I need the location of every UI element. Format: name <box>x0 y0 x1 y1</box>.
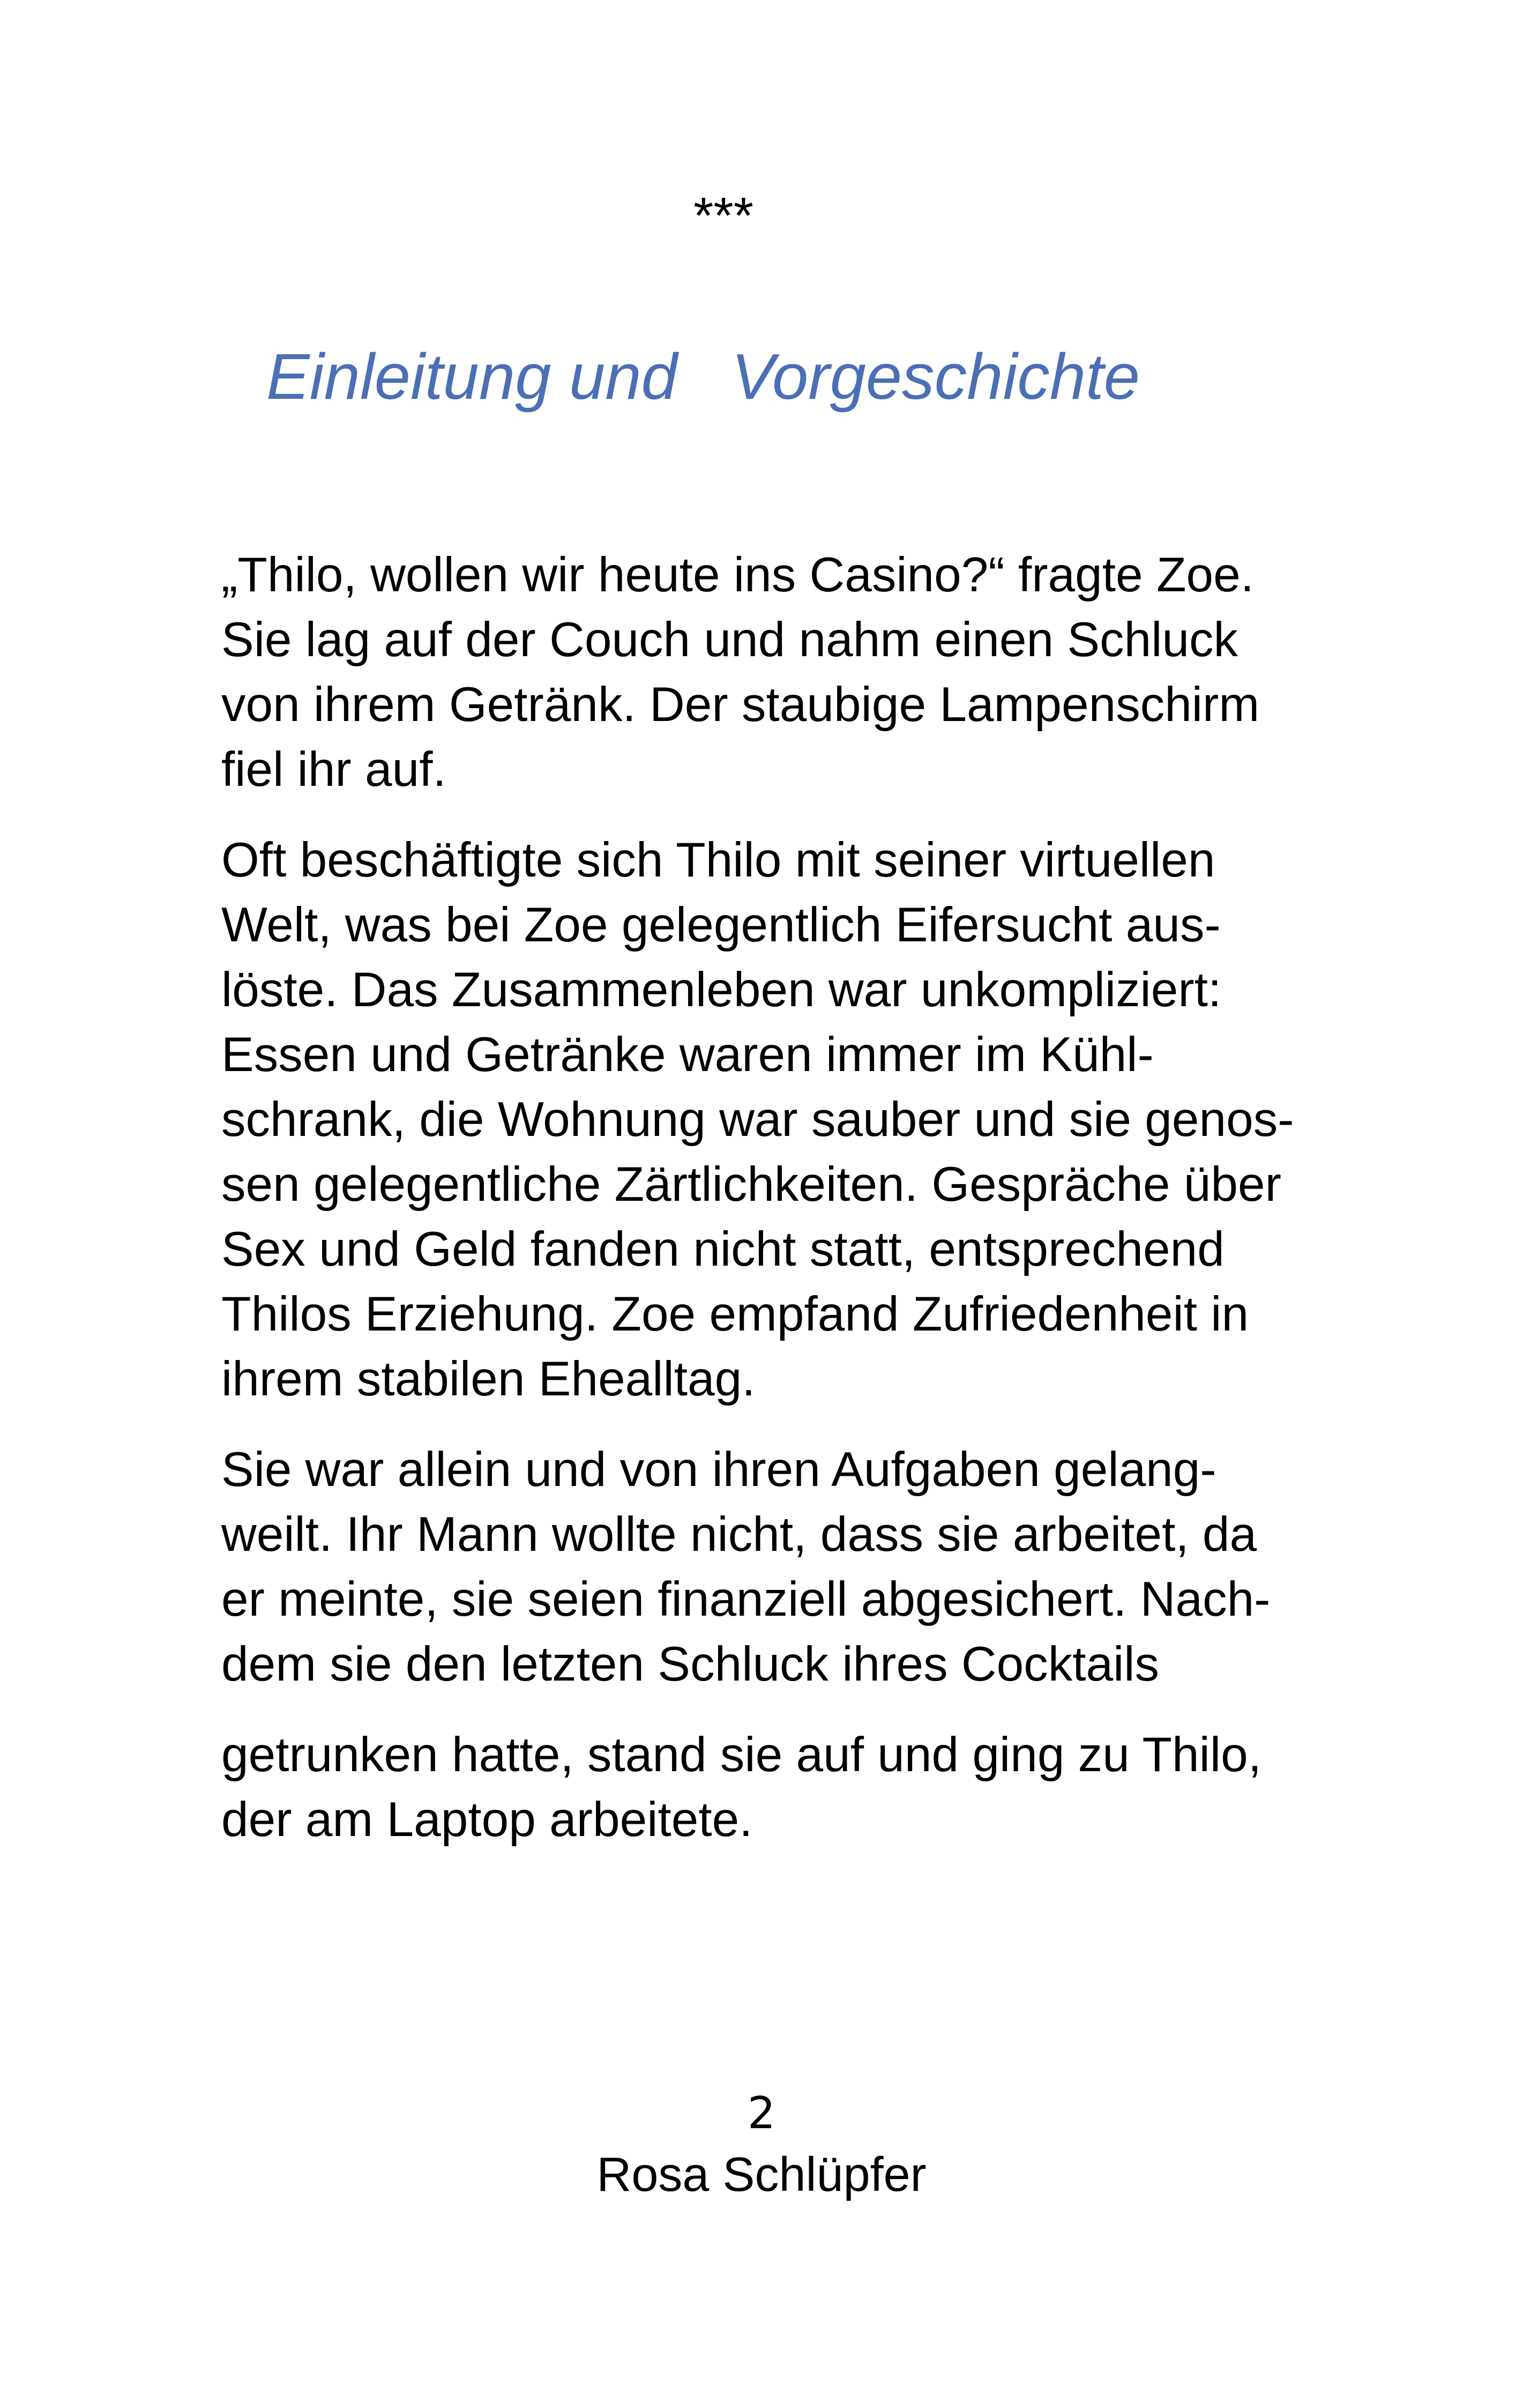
text-line: Thilos Erziehung. Zoe empfand Zufriedenheit in <box>221 1287 1249 1341</box>
text-line: Welt, was bei Zoe gelegentlich Eifersucht aus- <box>221 898 1221 952</box>
text-line: „Thilo, wollen wir heute ins Casino?“ fragte Zoe. <box>221 548 1255 602</box>
paragraph <box>221 542 1336 802</box>
text-line: schrank, die Wohnung war sauber und sie genos- <box>221 1092 1294 1147</box>
paragraph <box>221 1722 1336 1852</box>
text-line: von ihrem Getränk. Der staubige Lampenschirm <box>221 678 1260 732</box>
text-line: fiel ihr auf. <box>221 742 446 797</box>
text-line: getrunken hatte, stand sie auf und ging zu Thilo, <box>221 1728 1261 1782</box>
text-line: Sie war allein und von ihren Aufgaben gelang- <box>221 1443 1216 1497</box>
text-line: der am Laptop arbeitete. <box>221 1793 753 1847</box>
text-line: Oft beschäftigte sich Thilo mit seiner virtuellen <box>221 833 1215 887</box>
page-number: 2 <box>747 2088 776 2139</box>
text-line: Essen und Getränke waren immer im Kühl- <box>221 1028 1154 1082</box>
text-line: sen gelegentliche Zärtlichkeiten. Gespräche über <box>221 1157 1281 1212</box>
paragraph <box>221 1437 1336 1697</box>
body-text <box>221 542 1336 1878</box>
text-line: Sie lag auf der Couch und nahm einen Schluck <box>221 613 1238 667</box>
text-line: Sex und Geld fanden nicht statt, entsprechend <box>221 1222 1225 1276</box>
text-line: ihrem stabilen Ehealltag. <box>221 1352 756 1406</box>
section-separator: *** <box>693 187 754 244</box>
text-line: löste. Das Zusammenleben war unkompliziert: <box>221 963 1222 1017</box>
text-line: weilt. Ihr Mann wollte nicht, dass sie arbeitet, da <box>221 1507 1257 1562</box>
text-line: er meinte, sie seien finanziell abgesichert. Nach- <box>221 1572 1271 1626</box>
paragraph <box>221 828 1336 1411</box>
text-line: dem sie den letzten Schluck ihres Cocktails <box>221 1637 1160 1691</box>
chapter-title: Einleitung und Vorgeschichte <box>266 340 1140 413</box>
footer-author: Rosa Schlüpfer <box>596 2148 927 2202</box>
